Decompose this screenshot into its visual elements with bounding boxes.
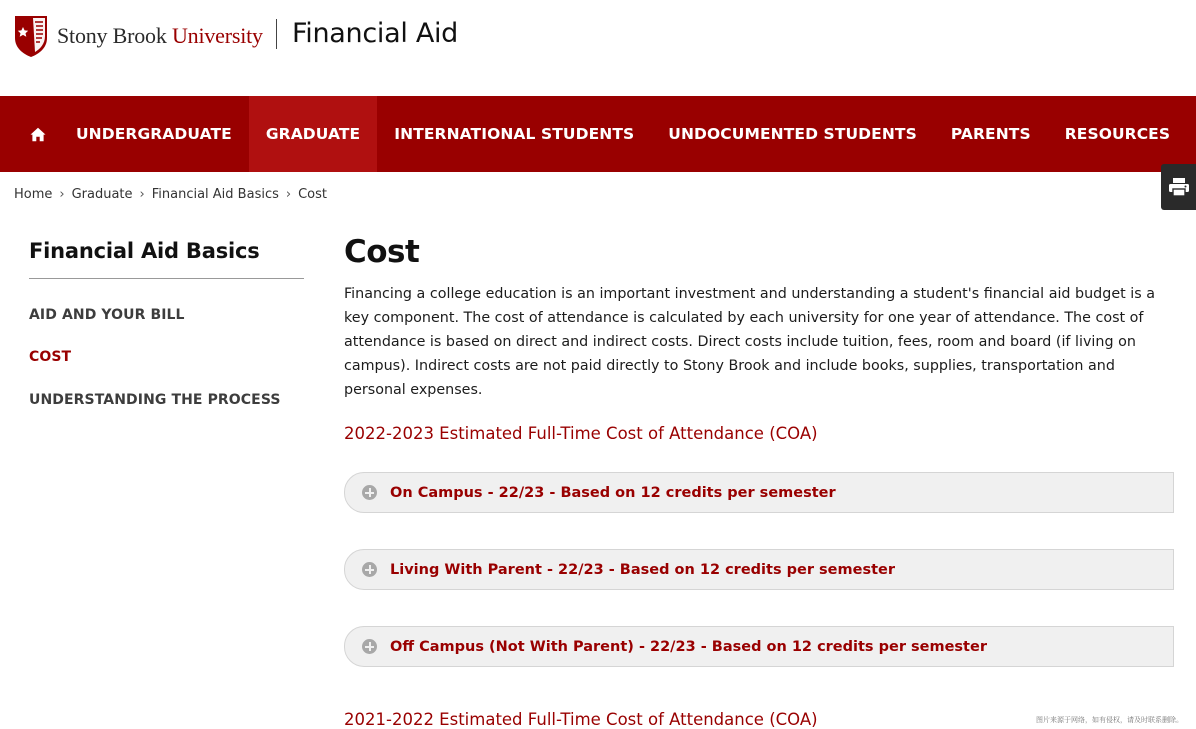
main-nav: [0, 96, 1196, 172]
nav-undocumented-students[interactable]: UNDOCUMENTED STUDENTS: [668, 125, 917, 143]
watermark-text: 图片来源于网络，如有侵权，请及时联系删除。: [1036, 716, 1183, 724]
breadcrumb-financial-aid-basics[interactable]: Financial Aid Basics: [151, 187, 279, 202]
section-heading-2022-2023: 2022-2023 Estimated Full-Time Cost of Attendance (COA): [344, 424, 818, 443]
accordion-label: On Campus - 22/23 - Based on 12 credits per semester: [390, 484, 836, 501]
site-header: [0, 0, 1196, 96]
chevron-right-icon: ›: [139, 187, 145, 202]
home-icon: [30, 127, 46, 142]
accordion-off-campus[interactable]: [344, 626, 1174, 667]
plus-circle-icon: [362, 485, 377, 500]
nav-graduate[interactable]: GRADUATE: [249, 96, 377, 172]
intro-paragraph: Financing a college education is an important investment and understanding a student's financial aid budget is a key component. The cost of attendance is calculated by each university for one year of attendance. The cost of attendance is based on direct and indirect costs. Direct costs include tuition, fees, room and board (if living on campus). Indirect costs are not paid directly to Stony Brook and include books, supplies, transportation and personal expenses.: [344, 286, 1156, 398]
university-logo-link[interactable]: [13, 14, 263, 58]
nav-home-link[interactable]: [18, 96, 59, 172]
nav-international-students[interactable]: INTERNATIONAL STUDENTS: [394, 125, 635, 143]
accordion-on-campus[interactable]: [344, 472, 1174, 513]
breadcrumb: [14, 187, 327, 202]
chevron-right-icon: ›: [59, 187, 65, 202]
chevron-right-icon: ›: [285, 187, 292, 202]
sidebar-title: Financial Aid Basics: [29, 239, 260, 263]
breadcrumb-graduate[interactable]: Graduate: [71, 187, 133, 202]
nav-resources[interactable]: RESOURCES: [1064, 125, 1171, 143]
nav-undergraduate[interactable]: UNDERGRADUATE: [76, 125, 232, 143]
breadcrumb-home[interactable]: Home: [14, 187, 53, 202]
site-title-link[interactable]: Financial Aid: [292, 18, 459, 49]
header-divider: [276, 19, 277, 49]
sidebar-link-understanding-the-process[interactable]: UNDERSTANDING THE PROCESS: [29, 392, 281, 408]
sidebar-link-cost[interactable]: COST: [29, 349, 72, 365]
university-wordmark: Stony Brook University: [57, 23, 263, 48]
accordion-living-with-parent[interactable]: [344, 549, 1174, 590]
page-title: Cost: [344, 234, 420, 270]
nav-parents[interactable]: PARENTS: [950, 125, 1031, 143]
accordion-label: Off Campus (Not With Parent) - 22/23 - Based on 12 credits per semester: [390, 638, 987, 655]
breadcrumb-current: Cost: [298, 187, 327, 202]
plus-circle-icon: [362, 639, 377, 654]
plus-circle-icon: [362, 562, 377, 577]
sidebar-link-aid-and-your-bill[interactable]: AID AND YOUR BILL: [29, 307, 185, 323]
university-shield-logo: [13, 14, 49, 58]
section-heading-2021-2022: 2021-2022 Estimated Full-Time Cost of Attendance (COA): [344, 710, 818, 729]
accordion-label: Living With Parent - 22/23 - Based on 12 credits per semester: [390, 561, 895, 578]
sidebar-divider: [29, 278, 304, 279]
printer-icon: [1168, 177, 1190, 197]
print-button[interactable]: [1161, 164, 1196, 210]
